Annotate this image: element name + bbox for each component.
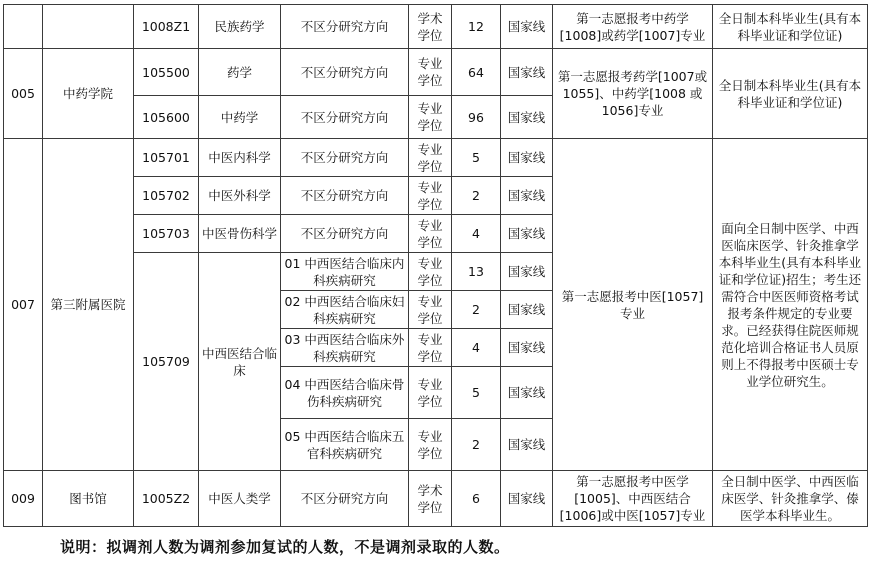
condition-cell: 面向全日制中医学、中西医临床医学、针灸推拿学本科毕业生(具有本科毕业证和学位证)招生；考生还需符合中医医师资格考试报考条件规定的专业要求。已经获得住院医师规范化培训合格证书人员原则上不得报考中医硕士专业学位研究生。 bbox=[713, 139, 868, 471]
count-cell: 2 bbox=[452, 419, 501, 471]
degree-cell: 专业学位 bbox=[409, 367, 452, 419]
count-cell: 12 bbox=[452, 5, 501, 49]
degree-cell: 学术学位 bbox=[409, 5, 452, 49]
degree-cell: 专业学位 bbox=[409, 291, 452, 329]
major-name-cell: 民族药学 bbox=[199, 5, 281, 49]
dept-name-cell bbox=[43, 5, 134, 49]
major-name-cell: 中医骨伤科学 bbox=[199, 215, 281, 253]
degree-cell: 专业学位 bbox=[409, 329, 452, 367]
score-cell: 国家线 bbox=[501, 49, 553, 96]
score-cell: 国家线 bbox=[501, 177, 553, 215]
score-cell: 国家线 bbox=[501, 253, 553, 291]
count-cell: 4 bbox=[452, 215, 501, 253]
major-code-cell: 1008Z1 bbox=[134, 5, 199, 49]
dept-code-cell: 005 bbox=[4, 49, 43, 139]
count-cell: 6 bbox=[452, 471, 501, 527]
count-cell: 2 bbox=[452, 177, 501, 215]
major-code-cell: 105702 bbox=[134, 177, 199, 215]
degree-cell: 专业学位 bbox=[409, 139, 452, 177]
count-cell: 5 bbox=[452, 139, 501, 177]
major-code-cell: 1005Z2 bbox=[134, 471, 199, 527]
direction-cell: 01 中西医结合临床内科疾病研究 bbox=[281, 253, 409, 291]
score-cell: 国家线 bbox=[501, 215, 553, 253]
count-cell: 96 bbox=[452, 96, 501, 139]
dept-code-cell bbox=[4, 5, 43, 49]
direction-cell: 05 中西医结合临床五官科疾病研究 bbox=[281, 419, 409, 471]
count-cell: 64 bbox=[452, 49, 501, 96]
count-cell: 5 bbox=[452, 367, 501, 419]
degree-cell: 专业学位 bbox=[409, 96, 452, 139]
footnote: 说明：拟调剂人数为调剂参加复试的人数，不是调剂录取的人数。 bbox=[60, 538, 510, 556]
major-name-cell: 中药学 bbox=[199, 96, 281, 139]
direction-cell: 不区分研究方向 bbox=[281, 177, 409, 215]
score-cell: 国家线 bbox=[501, 96, 553, 139]
condition-cell: 全日制本科毕业生(具有本科毕业证和学位证) bbox=[713, 5, 868, 49]
score-cell: 国家线 bbox=[501, 291, 553, 329]
degree-cell: 专业学位 bbox=[409, 253, 452, 291]
direction-cell: 不区分研究方向 bbox=[281, 471, 409, 527]
dept-name-cell: 第三附属医院 bbox=[43, 139, 134, 471]
count-cell: 13 bbox=[452, 253, 501, 291]
dept-code-cell: 007 bbox=[4, 139, 43, 471]
major-code-cell: 105500 bbox=[134, 49, 199, 96]
degree-cell: 专业学位 bbox=[409, 215, 452, 253]
degree-cell: 学术学位 bbox=[409, 471, 452, 527]
table-row bbox=[4, 49, 868, 96]
requirement-cell: 第一志愿报考中医[1057]专业 bbox=[553, 139, 713, 471]
requirement-cell: 第一志愿报考中医学[1005]、中西医结合[1006]或中医[1057]专业 bbox=[553, 471, 713, 527]
requirement-cell: 第一志愿报考中药学[1008]或药学[1007]专业 bbox=[553, 5, 713, 49]
condition-cell: 全日制本科毕业生(具有本科毕业证和学位证) bbox=[713, 49, 868, 139]
direction-cell: 03 中西医结合临床外科疾病研究 bbox=[281, 329, 409, 367]
direction-cell: 04 中西医结合临床骨伤科疾病研究 bbox=[281, 367, 409, 419]
direction-cell: 不区分研究方向 bbox=[281, 96, 409, 139]
table-row bbox=[4, 139, 868, 177]
dept-name-cell: 中药学院 bbox=[43, 49, 134, 139]
direction-cell: 不区分研究方向 bbox=[281, 139, 409, 177]
major-name-cell: 中医人类学 bbox=[199, 471, 281, 527]
degree-cell: 专业学位 bbox=[409, 49, 452, 96]
table-row bbox=[4, 471, 868, 527]
score-cell: 国家线 bbox=[501, 471, 553, 527]
major-code-cell: 105709 bbox=[134, 253, 199, 471]
major-name-cell: 中西医结合临床 bbox=[199, 253, 281, 471]
count-cell: 4 bbox=[452, 329, 501, 367]
dept-code-cell: 009 bbox=[4, 471, 43, 527]
major-code-cell: 105701 bbox=[134, 139, 199, 177]
table-row bbox=[4, 5, 868, 49]
degree-cell: 专业学位 bbox=[409, 419, 452, 471]
score-cell: 国家线 bbox=[501, 139, 553, 177]
direction-cell: 不区分研究方向 bbox=[281, 215, 409, 253]
dept-name-cell: 图书馆 bbox=[43, 471, 134, 527]
score-cell: 国家线 bbox=[501, 329, 553, 367]
major-name-cell: 中医内科学 bbox=[199, 139, 281, 177]
major-name-cell: 中医外科学 bbox=[199, 177, 281, 215]
score-cell: 国家线 bbox=[501, 367, 553, 419]
degree-cell: 专业学位 bbox=[409, 177, 452, 215]
requirement-cell: 第一志愿报考药学[1007或 1055]、中药学[1008 或1056]专业 bbox=[553, 49, 713, 139]
direction-cell: 02 中西医结合临床妇科疾病研究 bbox=[281, 291, 409, 329]
score-cell: 国家线 bbox=[501, 5, 553, 49]
adjustment-table bbox=[3, 4, 868, 527]
direction-cell: 不区分研究方向 bbox=[281, 5, 409, 49]
score-cell: 国家线 bbox=[501, 419, 553, 471]
direction-cell: 不区分研究方向 bbox=[281, 49, 409, 96]
count-cell: 2 bbox=[452, 291, 501, 329]
major-code-cell: 105703 bbox=[134, 215, 199, 253]
major-code-cell: 105600 bbox=[134, 96, 199, 139]
major-name-cell: 药学 bbox=[199, 49, 281, 96]
condition-cell: 全日制中医学、中西医临床医学、针灸推拿学、傣医学本科毕业生。 bbox=[713, 471, 868, 527]
